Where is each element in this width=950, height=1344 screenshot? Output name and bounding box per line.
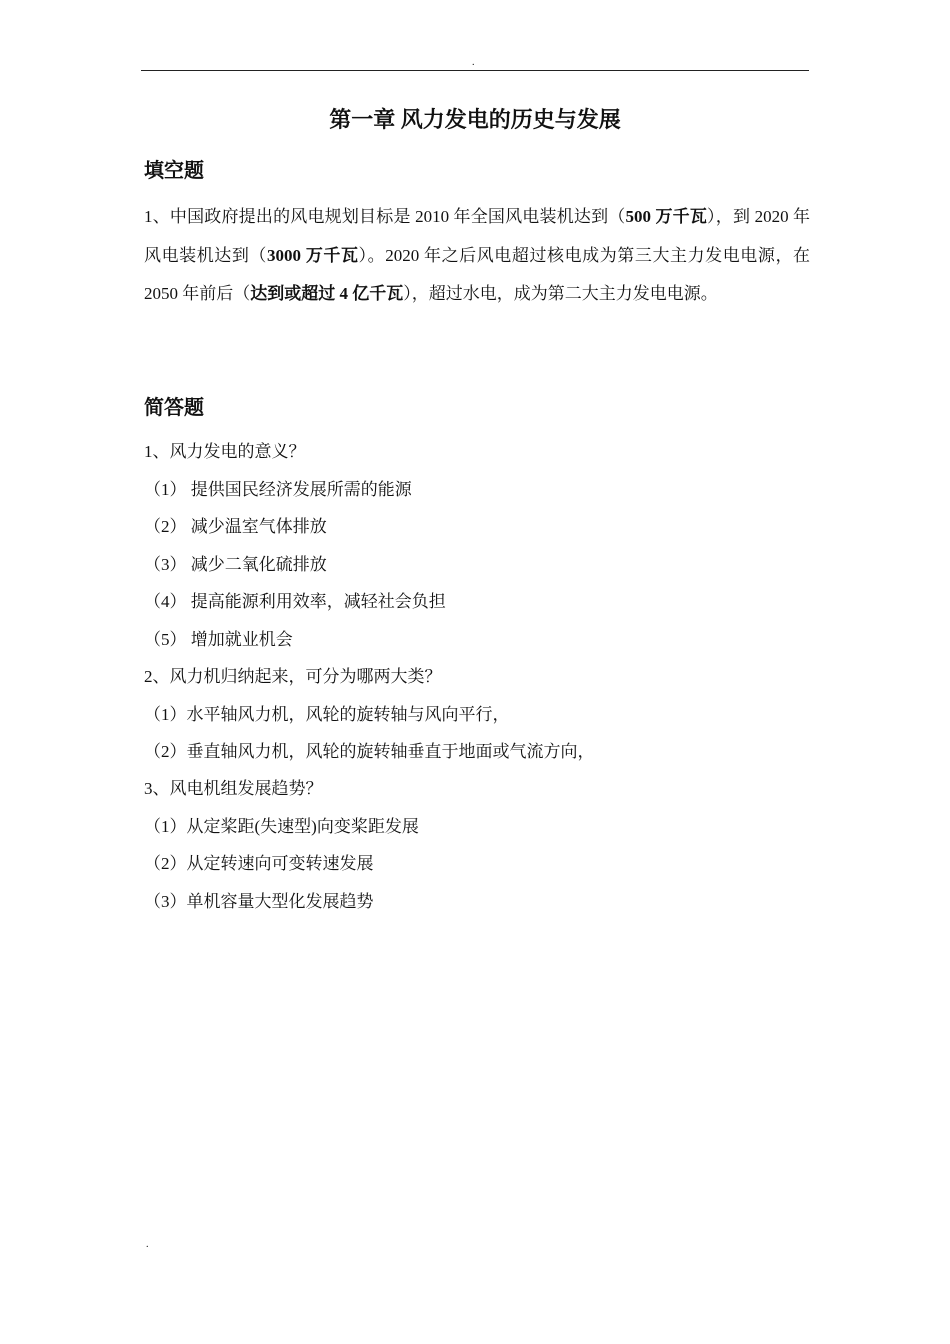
answer-item: （1）从定桨距(失速型)向变桨距发展 [144, 817, 419, 836]
answer-item: （2）垂直轴风力机，风轮的旋转轴垂直于地面或气流方向， [144, 742, 595, 761]
footer-mark: . [146, 1239, 149, 1250]
fill-answer: 3000 万千瓦 [267, 245, 359, 265]
question-2: 2、风力机归纳起来，可分为哪两大类？ [144, 667, 442, 686]
fill-text: ）。2020 年之后风电超过核电成为第三大主力发电电源，在 2050 年前后（ [144, 245, 811, 303]
fill-text: ），到 2020 年风电装机达到（ [144, 207, 811, 265]
fill-text: ），超过水电，成为第二大主力发电电源。 [403, 284, 718, 303]
fill-in-heading: 填空题 [144, 160, 204, 182]
answer-item: （2）从定转速向可变转速发展 [144, 854, 374, 873]
question-1: 1、风力发电的意义？ [144, 442, 306, 461]
fill-answer: 达到或超过 4 亿千瓦 [250, 284, 404, 303]
fill-in-question-1 [144, 198, 810, 314]
answer-item: （4） 提高能源利用效率，减轻社会负担 [144, 592, 446, 611]
answer-item: （1） 提供国民经济发展所需的能源 [144, 480, 412, 499]
answer-item: （5） 增加就业机会 [144, 630, 293, 649]
header-mark: . [472, 57, 475, 68]
answer-item: （3）单机容量大型化发展趋势 [144, 892, 374, 911]
fill-text: 1、中国政府提出的风电规划目标是 2010 年全国风电装机达到（ [144, 207, 626, 226]
fill-answer: 500 万千瓦 [625, 207, 708, 226]
header-rule [141, 70, 809, 71]
page-title: 第一章 风力发电的历史与发展 [329, 107, 621, 132]
question-3: 3、风电机组发展趋势？ [144, 779, 323, 798]
answer-item: （2） 减少温室气体排放 [144, 517, 327, 536]
answer-item: （3） 减少二氧化硫排放 [144, 555, 327, 574]
answer-item: （1）水平轴风力机，风轮的旋转轴与风向平行， [144, 705, 510, 724]
short-answer-heading: 简答题 [144, 397, 204, 419]
